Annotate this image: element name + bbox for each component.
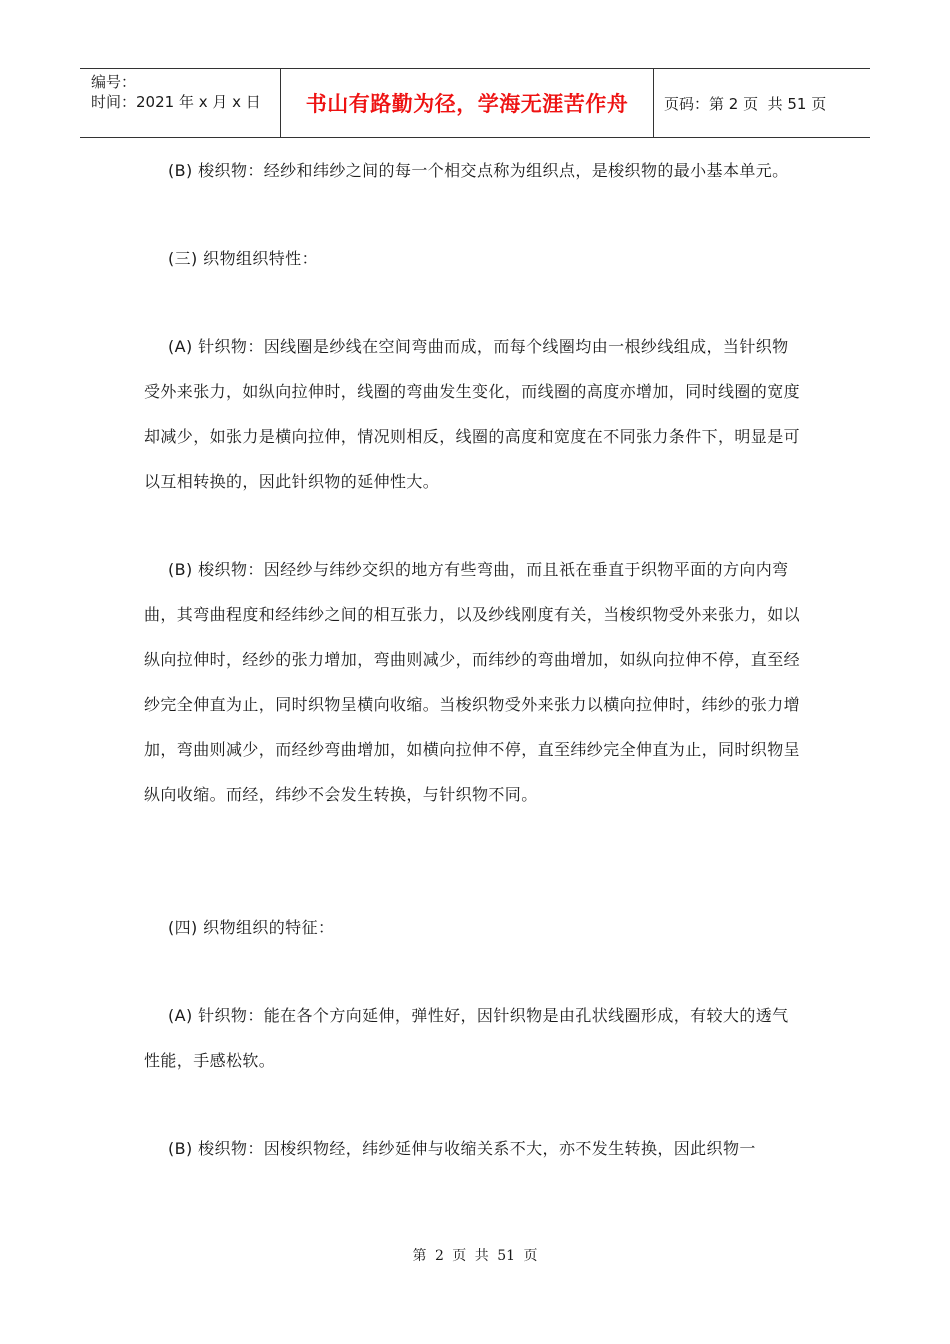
paragraph: (B) 梭织物：经纱和纬纱之间的每一个相交点称为组织点，是梭织物的最小基本单元。: [168, 161, 789, 180]
header-page-info: 页码：第 2 页 共 51 页: [664, 94, 827, 113]
page-header: [80, 68, 870, 138]
header-motto: 书山有路勤为径，学海无涯苦作舟: [281, 69, 654, 137]
paragraph: (A) 针织物：能在各个方向延伸，弹性好，因针织物是由孔状线圈形成，有较大的透气性能，手感松软。: [144, 1006, 789, 1070]
section-heading: (四) 织物组织的特征：: [168, 918, 335, 937]
date-line: 时间：2021 年 x 月 x 日: [91, 93, 261, 111]
paragraph: (A) 针织物：因线圈是纱线在空间弯曲而成，而每个线圈均由一根纱线组成，当针织物受外来张力，如纵向拉伸时，线圈的弯曲发生变化，而线圈的高度亦增加，同时线圈的宽度却减少，如张力是横向拉伸，情况则相反，线圈的高度和宽度在不同张力条件下，明显是可以互相转换的，因此针织物的延伸性大。: [144, 337, 801, 491]
paragraph: (B) 梭织物：因经纱与纬纱交织的地方有些弯曲，而且祇在垂直于织物平面的方向内弯曲，其弯曲程度和经纬纱之间的相互张力，以及纱线刚度有关，当梭织物受外来张力，如以纵向拉伸时，经纱的张力增加，弯曲则减少，而纬纱的弯曲增加，如纵向拉伸不停，直至经纱完全伸直为止，同时织物呈横向收缩。当梭织物受外来张力以横向拉伸时，纬纱的张力增加，弯曲则减少，而经纱弯曲增加，如横向拉伸不停，直至纬纱完全伸直为止，同时织物呈纵向收缩。而经，纬纱不会发生转换，与针织物不同。: [144, 560, 801, 804]
section-heading: (三) 织物组织特性：: [168, 249, 318, 268]
serial-number-label: 编号：: [91, 73, 137, 91]
page-footer: 第 2 页 共 51 页: [412, 1248, 538, 1264]
paragraph: (B) 梭织物：因梭织物经，纬纱延伸与收缩关系不大，亦不发生转换，因此织物一: [168, 1139, 756, 1158]
header-meta-cell: [80, 69, 281, 137]
document-body: [144, 148, 804, 1171]
